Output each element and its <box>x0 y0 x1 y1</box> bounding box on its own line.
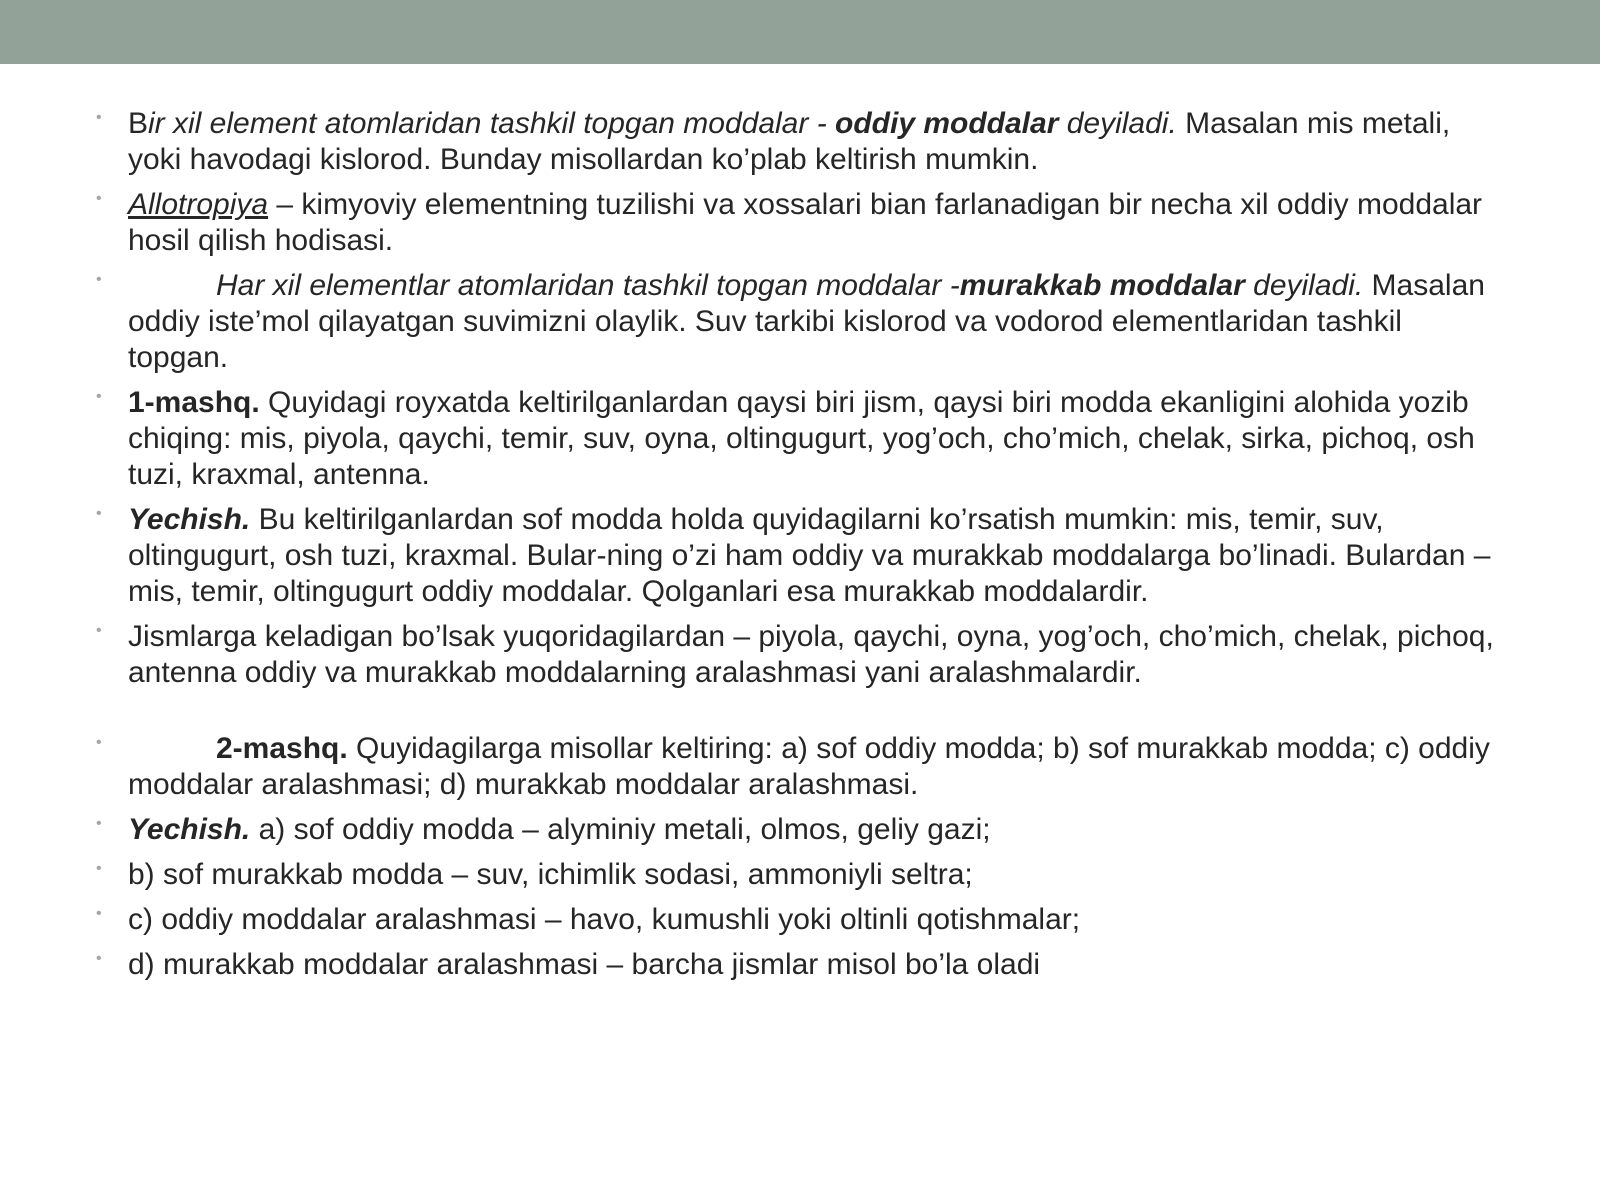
bullet-text-part: b) sof murakkab modda – suv, ichimlik sodasi, ammoniyli seltra; <box>128 858 973 891</box>
bullet-icon: • <box>96 622 102 639</box>
bullet-icon: • <box>96 271 102 288</box>
bullet-text-part: Har xil elementlar atomlaridan tashkil topgan moddalar - <box>216 269 960 302</box>
bullet-item-answer-b <box>96 857 1496 893</box>
bullet-item-answer-d <box>96 947 1496 983</box>
bullet-item-murakkab-moddalar <box>96 268 1496 376</box>
term-murakkab-moddalar: murakkab moddalar <box>959 269 1245 302</box>
bullet-text-part: Jismlarga keladigan bo’lsak yuqoridagilardan – piyola, qaychi, oyna, yog’och, cho’mich, chelak, pichoq, antenna oddiy va murakkab moddalarning aralashmasi yani aralashmalardir. <box>128 620 1494 689</box>
bullet-item-1-mashq <box>96 385 1496 493</box>
bullet-icon: • <box>96 950 102 967</box>
bullet-text-part: Bu keltirilganlardan sof modda holda quyidagilarni ko’rsatish mumkin: mis, temir, suv, oltingugurt, osh tuzi, kraxmal. Bular-ning o’zi ham oddiy va murakkab moddalarga bo’linadi. Bulardan – mis, temir, oltingugurt oddiy moddalar. Qolganlari esa murakkab moddalardir. <box>128 503 1491 608</box>
bullet-text-part: B <box>128 107 149 140</box>
slide-content <box>96 106 1496 992</box>
bullet-text-part: Masalan mis metali, yoki havodagi kislorod. Bunday misollardan ko’plab keltirish mumkin. <box>128 107 1451 176</box>
bullet-text-part: Masalan oddiy iste’mol qilayatgan suvimizni olaylik. Suv tarkibi kislorod va vodorod elementlaridan tashkil topgan. <box>128 269 1485 374</box>
term-oddiy-moddalar: oddiy moddalar <box>835 107 1059 140</box>
bullet-text-part: – kimyoviy elementning tuzilishi va xossalari bian farlanadigan bir necha xil oddiy moddalar hosil qilish hodisasi. <box>128 188 1483 257</box>
bullet-text-part: a) sof oddiy modda – alyminiy metali, olmos, geliy gazi; <box>250 813 991 846</box>
exercise-label: 2-mashq. <box>216 732 348 765</box>
bullet-text-part: Quyidagilarga misollar keltiring: a) sof oddiy modda; b) sof murakkab modda; c) oddiy moddalar aralashmasi; d) murakkab moddalar aralashmasi. <box>128 732 1490 801</box>
bullet-text-part: deyiladi. <box>1058 107 1177 140</box>
bullet-text-part: Quyidagi royxatda keltirilganlardan qaysi biri jism, qaysi biri modda ekanligini alohida yozib chiqing: mis, piyola, qaychi, temir, suv, oyna, oltingugurt, yog’och, cho’mich, chelak, sirka, pichoq, osh tuzi, kraxmal, antenna. <box>128 386 1475 491</box>
bullet-icon: • <box>96 388 102 405</box>
bullet-item-2-mashq <box>96 731 1496 803</box>
solution-label: Yechish. <box>128 813 251 846</box>
bullet-icon: • <box>96 860 102 877</box>
bullet-icon: • <box>96 815 102 832</box>
top-accent-bar <box>0 0 1600 64</box>
bullet-icon: • <box>96 734 102 751</box>
bullet-item-yechish-1 <box>96 502 1496 610</box>
bullet-text-part: deyiladi. <box>1244 269 1364 302</box>
bullet-item-jismlar <box>96 619 1496 691</box>
bullet-item-allotropiya <box>96 187 1496 259</box>
exercise-label: 1-mashq. <box>128 386 260 419</box>
bullet-item-yechish-2 <box>96 812 1496 848</box>
bullet-icon: • <box>96 905 102 922</box>
bullet-item-oddiy-moddalar <box>96 106 1496 178</box>
bullet-text-part: d) murakkab moddalar aralashmasi – barcha jismlar misol bo’la oladi <box>128 948 1041 981</box>
term-allotropiya: Allotropiya <box>128 188 269 221</box>
bullet-text-part: ir xil element atomlaridan tashkil topgan moddalar - <box>148 107 836 140</box>
bullet-icon: • <box>96 505 102 522</box>
bullet-icon: • <box>96 190 102 207</box>
solution-label: Yechish. <box>128 503 251 536</box>
bullet-icon: • <box>96 109 102 126</box>
bullet-text-part: c) oddiy moddalar aralashmasi – havo, kumushli yoki oltinli qotishmalar; <box>128 903 1081 936</box>
bullet-item-answer-c <box>96 902 1496 938</box>
